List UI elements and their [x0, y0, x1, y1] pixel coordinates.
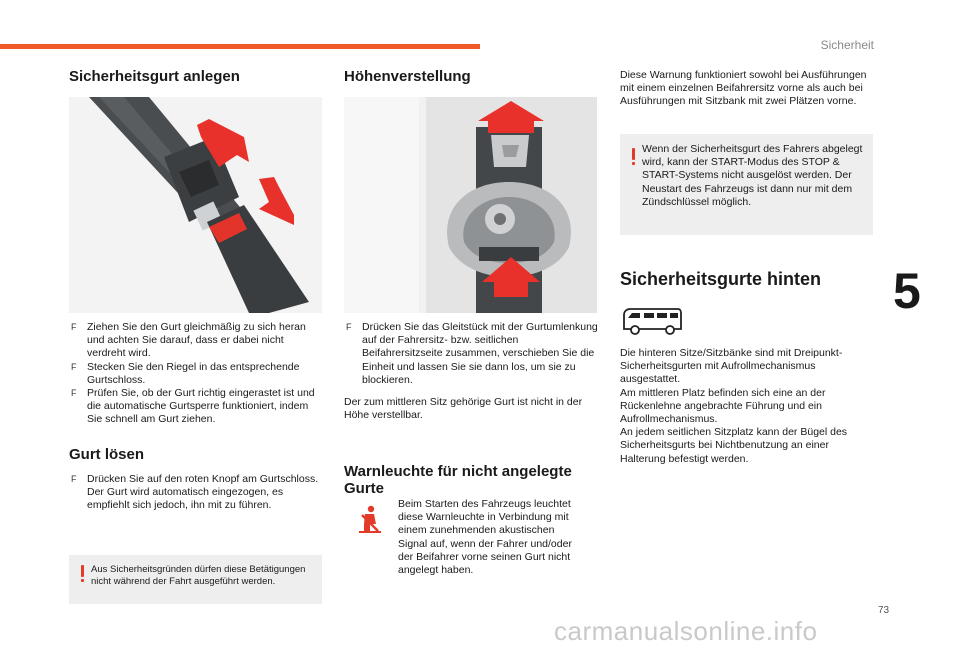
- list-item: F Drücken Sie auf den roten Knopf am Gurtschloss. Der Gurt wird automatisch eingezogen, es empfiehlt sich jedoch, ihn mit zu führen.: [69, 473, 325, 513]
- figure-buckle: [69, 97, 322, 313]
- para-warnleuchte: Beim Starten des Fahrzeugs leuchtet diese Warnleuchte in Verbindung mit einem zunehmenden akustischen Signal auf, wenn der Fahrer und/oder der Beifahrer vorne seinen Gurt nicht angelegt haben.: [398, 498, 572, 577]
- list-loesen: [69, 473, 325, 513]
- note-stop-start: [620, 134, 873, 235]
- van-icon: [620, 305, 684, 337]
- para-hintere-sitze: Die hinteren Sitze/Sitzbänke sind mit Dreipunkt-Sicherheitsgurten mit Aufrollmechanismus ausgestattet. Am mittleren Platz befinden sich eine an der Rückenlehne angebrachte Führung und ein Aufrollmechanismus. An jedem seitlichen Sitzplatz kann der Bügel des Sicherheitsgurts bei Nichtbenutzung an einer Halterung befestigt werden.: [620, 347, 848, 465]
- list-anlegen: [69, 321, 325, 427]
- heading-warnleuchte: Warnleuchte für nicht angelegte Gurte: [344, 463, 572, 497]
- note-text: Aus Sicherheitsgründen dürfen diese Betätigungen nicht während der Fahrt ausgeführt werden.: [91, 564, 306, 587]
- watermark: carmanualsonline.info: [554, 616, 818, 646]
- heading-sicherheitsgurte-hinten: Sicherheitsgurte hinten: [620, 269, 822, 289]
- heading-hoehenverstellung: Höhenverstellung: [344, 68, 471, 85]
- list-item: F Drücken Sie das Gleitstück mit der Gurtumlenkung auf der Fahrersitz- bzw. seitlichen Beifahrersitzseite zusammen, verschieben Sie die Einheit und lassen Sie sie dann los, um sie zu blockieren.: [344, 321, 600, 387]
- para-mittlerer-sitz: Der zum mittleren Sitz gehörige Gurt ist nicht in der Höhe verstellbar.: [344, 396, 583, 422]
- note-safety: [69, 555, 322, 604]
- section-title: Sicherheit: [820, 38, 874, 52]
- chapter-number: 5: [893, 263, 921, 319]
- height-adjust-illustration: [344, 97, 597, 313]
- list-item: F Stecken Sie den Riegel in das entsprechende Gurtschloss.: [69, 361, 325, 387]
- heading-sicherheitsgurt-anlegen: Sicherheitsgurt anlegen: [69, 68, 240, 85]
- page-number: 73: [878, 605, 890, 616]
- seatbelt-warning-icon: [354, 504, 386, 536]
- heading-gurt-loesen: Gurt lösen: [69, 446, 145, 463]
- warning-icon: [81, 565, 85, 582]
- warning-icon: [632, 148, 636, 165]
- note-text: Wenn der Sicherheitsgurt des Fahrers abgelegt wird, kann der START-Modus des STOP & START-Systems nicht ausgelöst werden. Der Neustart des Fahrzeugs ist dann nur mit dem Zündschlüssel möglich.: [642, 143, 863, 208]
- list-hoehe: [344, 321, 600, 387]
- header-accent-bar: [0, 44, 480, 49]
- list-item: F Prüfen Sie, ob der Gurt richtig eingerastet ist und die automatische Gurtsperre funktioniert, indem Sie schnell am Gurt ziehen.: [69, 387, 325, 427]
- buckle-illustration: [69, 97, 322, 313]
- figure-height-adjust: [344, 97, 597, 313]
- para-warnung-ausfuehrungen: Diese Warnung funktioniert sowohl bei Ausführungen mit einem einzelnen Beifahrersitz vorne als auch bei Ausführungen mit Sitzbank mit zwei Plätzen vorne.: [620, 69, 867, 108]
- list-item: F Ziehen Sie den Gurt gleichmäßig zu sich heran und achten Sie darauf, dass er dabei nicht verdreht wird.: [69, 321, 325, 361]
